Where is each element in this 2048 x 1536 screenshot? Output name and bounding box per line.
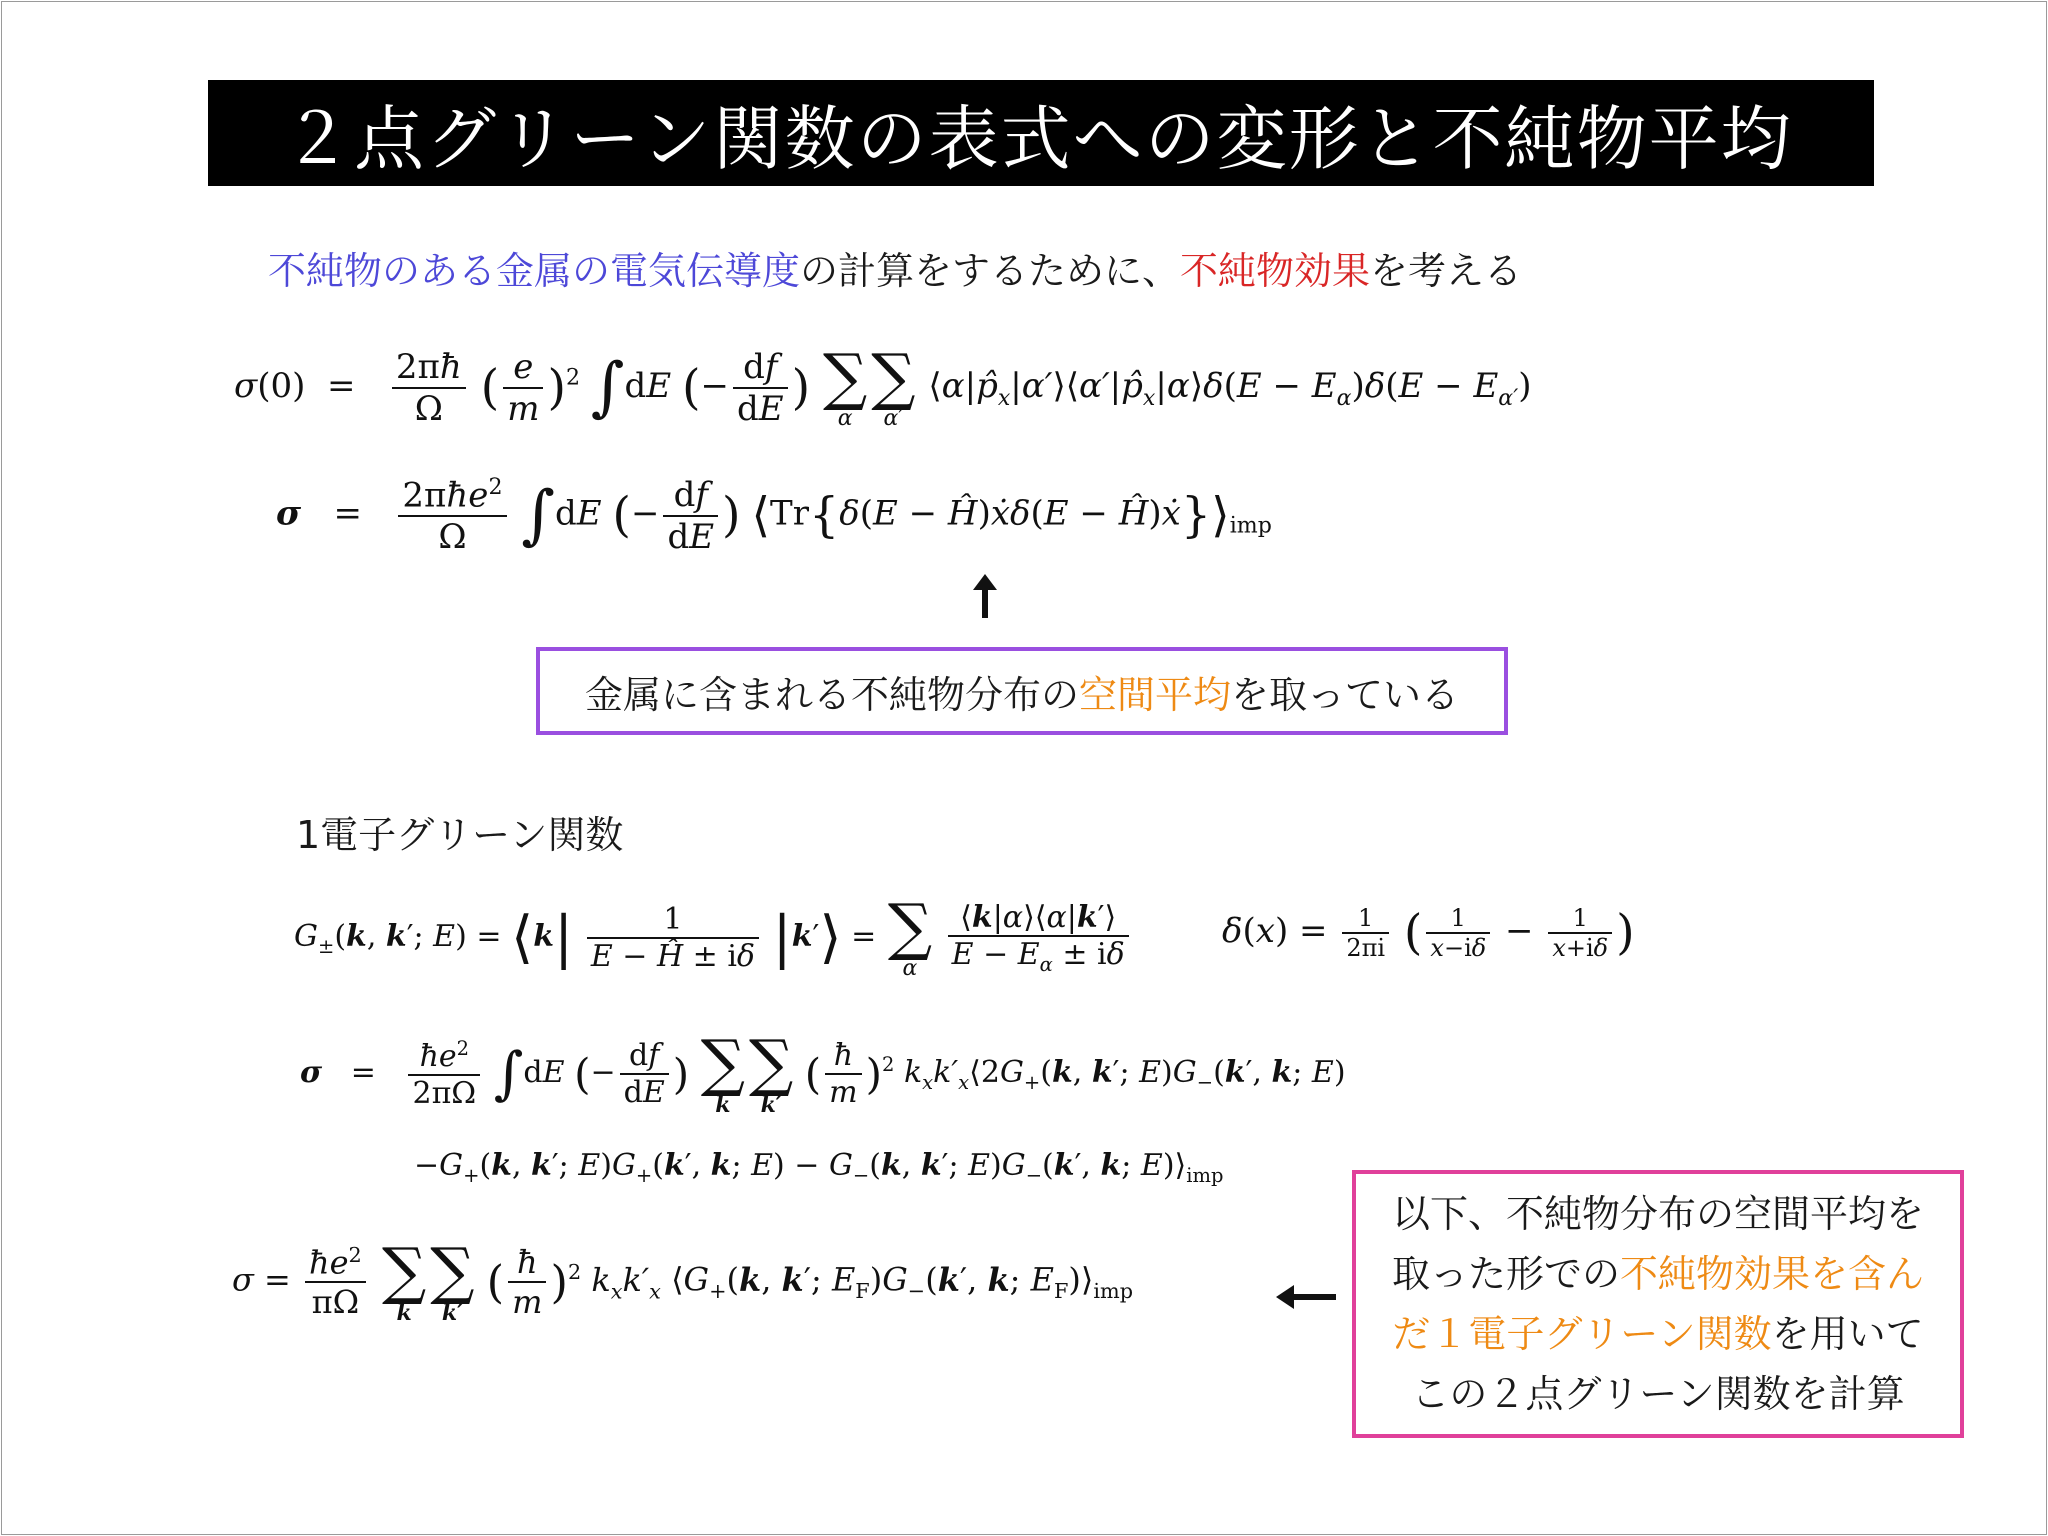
equation-sigma-final: σ = $\frac{ħe^2}{\pi\Omega}$ ∑ k ∑ k′ ( $\frac{ħ}{m}$ )$^2$ $k_xk'_x$ $⟨G_+(k$, k′; $E_F)G_-(k'$, k; $E_F)⟩_{imp}$ — [232, 1234, 1134, 1326]
purple-note-text-1: 金属に含まれる不純物分布の — [584, 672, 1079, 717]
slide-title — [208, 80, 1874, 186]
pink-note-line-3: だ１電子グリーン関数を用いて — [1392, 1312, 1924, 1356]
purple-note-text-2: を取っている — [1231, 672, 1460, 717]
intro-red-phrase: 不純物効果 — [1180, 249, 1371, 293]
intro-plain-2: を考える — [1370, 249, 1523, 293]
slide-title-text: ２点グリーン関数の表式への変形と不純物平均 — [282, 97, 1793, 180]
purple-note-highlight: 空間平均 — [1078, 672, 1231, 717]
purple-note-box — [536, 647, 1508, 735]
equation-green-function: $G_\pm(k$, k′; E) = ⟨k| $\frac{1}{E - Ĥ \pm i\delta}$ |k′⟩ = ∑ α $\frac{⟨k|\alpha⟩⟨\alpha|k'⟩}{E - E_\alpha \pm i\delta}$ — [294, 896, 1133, 980]
equation-sigma-green-line1: σ = $\frac{ħe^2}{2\pi\Omega}$ ∫dE (− $\frac{df}{dE}$ ) ∑ k ∑ k′ ( $\frac{ħ}{m}$ )$^2$ $k_xk'_x⟨2G_+(k$, k′; $E)G_-(k'$, k; E) — [300, 1026, 1346, 1118]
pink-note-line-1: 以下、不純物分布の空間平均を — [1391, 1192, 1924, 1236]
section-label-green-function: 1電子グリーン関数 — [296, 813, 624, 857]
arrow-up-icon — [972, 574, 998, 618]
pink-note-box — [1352, 1170, 1964, 1438]
pink-note-line-4: この２点グリーン関数を計算 — [1411, 1372, 1905, 1416]
arrow-left-icon — [1276, 1282, 1336, 1312]
intro-plain-1: の計算をするために、 — [800, 249, 1181, 293]
equation-sigma-trace: σ = $\frac{2\pi ħe^2}{\Omega}$ ∫dE (− $\frac{df}{dE}$ ) ⟨Tr{δ(E − Ĥ)ẋδ(E − $Ĥ)ẋ\}⟩_{imp}$ — [276, 474, 1272, 558]
pink-note-line-2: 取った形での不純物効果を含ん — [1391, 1252, 1925, 1296]
equation-sigma-green-line2: $-G_+(k$, k′; $E)G_+(k'$, k; $E) - G_-(k$, k′; $E)G_-(k'$, k; $E)⟩_{imp}$ — [414, 1148, 1224, 1187]
equation-sigma-zero: σ(0) = $\frac{2\pi ħ}{\Omega}$ ( $\frac{e}{m}$ )$^2$ ∫dE (− $\frac{df}{dE}$ ) ∑ α ∑ α′ $⟨\alpha|p̂_x|\alpha'⟩⟨\alpha'|p̂_x|\alpha⟩\delta(E - E_\alpha)\delta(E - E_{\alpha'})$ — [234, 340, 1532, 431]
intro-blue-phrase: 不純物のある金属の電気伝導度 — [268, 249, 801, 293]
intro-sentence — [268, 240, 1522, 295]
equation-delta-function: δ(x) = $\frac{1}{2\pi i}$ ( $\frac{1}{x-i\delta}$ − $\frac{1}{x+i\delta}$ ) — [1222, 904, 1635, 962]
